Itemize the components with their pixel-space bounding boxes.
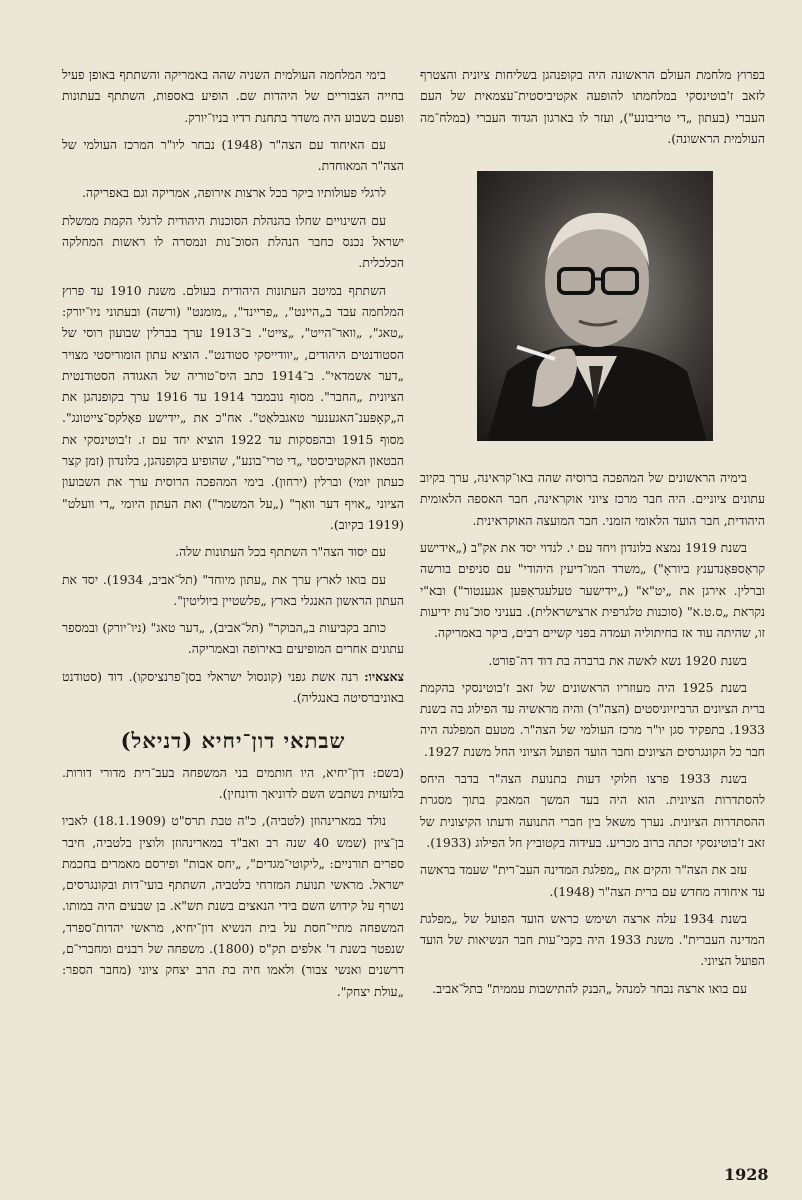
left-paragraph: השתתף במיטב העתונות היהודית בעולם. משנת 1910 עד פרוץ המלחמה עבד ב„היינט", „פריינד", „מומנט" (ורשה) ובעתוני ניו־יורק: „טאג", „וואר־הייט", „צייט". ב־1913 ערך בברלין שבועון רוסי של הסטודנטים היהודים, „יוודייסקי סטודנט". הוציא עתון הומוריסטי מצויר „דער אשמדאי". ב־1914 כתב היס־טוריה של האגודה הסטודנטית הציונית „החבר". מסוף נובמבר 1914 עד 1916 ערך בקופנהגן את ה„קאָפּענ־האגענער טאגבלאַט". אח"כ את „יידישע פאָלקס־צייטונג". מסוף 1915 ובהפסקות עד 1922 הוציא יחד עם ז. ז'בוטינסקי את הבטאון האקטיביסטי „די טרי־בונע", שהופיע בקופנהגן, בלונדון (זמן קצר כעתון יומי) וברלין (ירחון). בימי המהפכה הרוסית ערך את השבועון הציוני „אויף דער וואַך" („על המשמר") ואת העתון היומי „די וועלט" (1919 בקיוב). [62,282,405,532]
left-paragraph: עם השינויים שחלו בהנהלת הסוכנות היהודית לרגלי הקמת ממשלת ישראל נכנס כחבר הנהלת הסוכ־נות ונמסרה לו ראשות המחלקה הכלכלית. [62,212,404,271]
left-paragraph: לרגלי פעולותיו ביקר בכל ארצות אירופה, אמריקה וגם באפריקה. [82,185,386,201]
section-title: שבתאי דון־יחיא (דניאל) [120,728,346,754]
section-paragraph: נולד במארינהוזן (לטביה), כ"ה טבת תרס"ט (18.1.1909) לאביו בן־ציון (שמש 40 שנה רב ואב"ד במארינהוזן ולוצין בלטביה, חיבר ספרים תורניים: „ליקוטי־מגדים", „יחס אבות" ופירסם מאמרים בחכמת ישראל. מראשי תנועת המזרחי בלטביה, השתתף בועי־דות ובקונגרסים, נשרף על קידוש השם בידי הנאצים בשנת תש"א. בן שבעים היה במותו. המשפחה מתיי־חסת על בית הנשיא דון־יחיא, מראשי יהדות־ספרד, שנפטר בשנת ד' אלפים תק"ס (1800). משפחה של רבנים ומחברי־ם, דרשנים ואנשי צבור) ולאמו חיה בת הרב יצחק ציוני (מחבר הספר: „עולת יצחק". [62,813,404,999]
section-paragraph: (בשם: דון־יחיא, היו חותמים בני המשפחה בעב־רית מדורי דורות. בלועזית נשתבש השם לדוניאך ודונחין). [62,764,404,801]
left-paragraph: עם בואו לארץ ערך את „עתון מיוחד" (תל־אביב, 1934). יסד את העתון הראשון האנגלי בארץ „פלשטיין ביוליטין". [62,571,404,608]
right-paragraph: בשנת 1919 נמצא בלונדון ויחד עם י. לנדוי יסד את אק"ב („אידישע קראָספּאָנדענץ ביוראָ") „משרד המו־דיעין היהודי" עם סניפים בורשה וברלין. אירגן את „יט"א" („יידישער טעלעגראַפּען אגענטור") ובא"י נקראת „ס.ט.א" (סוכנות טלגרפית ארצישראלית). בעניני סוכ־נות ידיעות זו, שהיתה עוד אז בחיתוליה ועמדה בפני קשיים רבים, ביקר באמריקה. [420,540,765,641]
left-paragraph: עם האיחוד עם הצה"ר (1948) נבחר ליו"ר המרכז העולמי של הצה"ר המאוחדת. [62,136,404,174]
right-column [420,64,765,1005]
right-paragraph: בימיה הראשונים של המהפכה ברוסיה שהה באו־קראינה, ערך בקיוב עתונים ציוניים. היה חבר מרכז ציוני אוקראינה, חבר האספה הלאומית היהודית, חבר הועד הלאומי הזמני. חבר המועצה האוקראינית. [420,470,765,528]
left-column [62,64,404,1008]
offspring-label: צאצאיו: [364,668,404,684]
intro-paragraph: בפרוץ מלחמת העולם הראשונה היה בקופנהגן בשליחות ציונית והצטרף לזאב ז'בוטינסקי במלחמתו להופעה אקטיביסטית־עצמאית של העם העברי (בעתון „די טריבונע"), ועזר לו בארגון הגדוד העברי (במלח־מה העולמית הראשונה). [420,67,765,146]
right-paragraph: בשנת 1933 פרצו חלוקי דעות בתנועת הצה"ר בדבר היחס להסתדרות הציונית. הוא היה בעד המשך המאבק בתוך מסגרת ההסתדרות הציונית. נערך משאל בין חברי התנועה ודעתו הקיצונית של זאב ז'בוטינסקי זכתה ברוב מכריע. בעידוה בקטוביץ חל הפילוג (1933). [420,771,765,850]
portrait-photo [477,171,713,441]
portrait-photo-icon [477,171,713,441]
right-paragraph: בשנת 1934 עלה ארצה ושימש כראש הועד הפועל של „מפלגת המדינה העברית". משנת 1933 היה בקבי־עות חבר הנשיאות של הועד הפועל הציוני. [420,910,765,969]
left-paragraph: עם יסוד הצה"ר השתתף בכל העתונות שלה. [175,544,386,560]
page-number: 1928 [724,1165,769,1184]
left-paragraph: כותב בקביעות ב„הבוקר" (תל־אביב), „דער טאג" (ניו־יורק) ובמספר עתונים אחרים המופיעים באירופה ובאמריקה. [62,620,404,657]
offspring-paragraph [62,666,404,709]
right-paragraph: עזב את הצה"ר והקים את „מפלגת המדינה העב־רית" שעמד בראשה עד איחודה מחדש עם ברית הצה"ר (1948). [420,862,765,899]
offspring-text: רנה אשת גפני (קונסול ישראלי בסן־פרנציסקו). דוד (סטודנט באוניברסיטה באנגליה). [62,668,404,706]
right-paragraph: עם בואו ארצה נבחר למנהל „הבנק להתישבות עממית" בתל־אביב. [432,980,747,996]
right-paragraph: בשנת 1920 נשא לאשה את ברברה בת דוד דה־פורט. [488,652,747,668]
left-paragraph: בימי המלחמה העולמית השניה שהה באמריקה והשתתף באופן פעיל בחייה הצבוריים של היהדות שם. הופיע באספות, השתתף בעתונות ופעם בשבוע היה משדר בתחנת רדיו בניו־יורק. [62,67,404,125]
right-paragraph: בשנת 1925 היה מעוזריו הראשונים של זאב ז'בוטינסקי בהקמת ברית הציונים הרביזיוניסטים (הצה"ר) והיה מראשיה עד הפילוג בה בשנת 1933. בתפקיד סגן יו"ר מרכז העולמי של הצה"ר. מטעם המפלגה היה חבר כל הקונגרסים הציונים וחבר הועד הפועל הציוני החל משנת 1927. [420,679,765,759]
